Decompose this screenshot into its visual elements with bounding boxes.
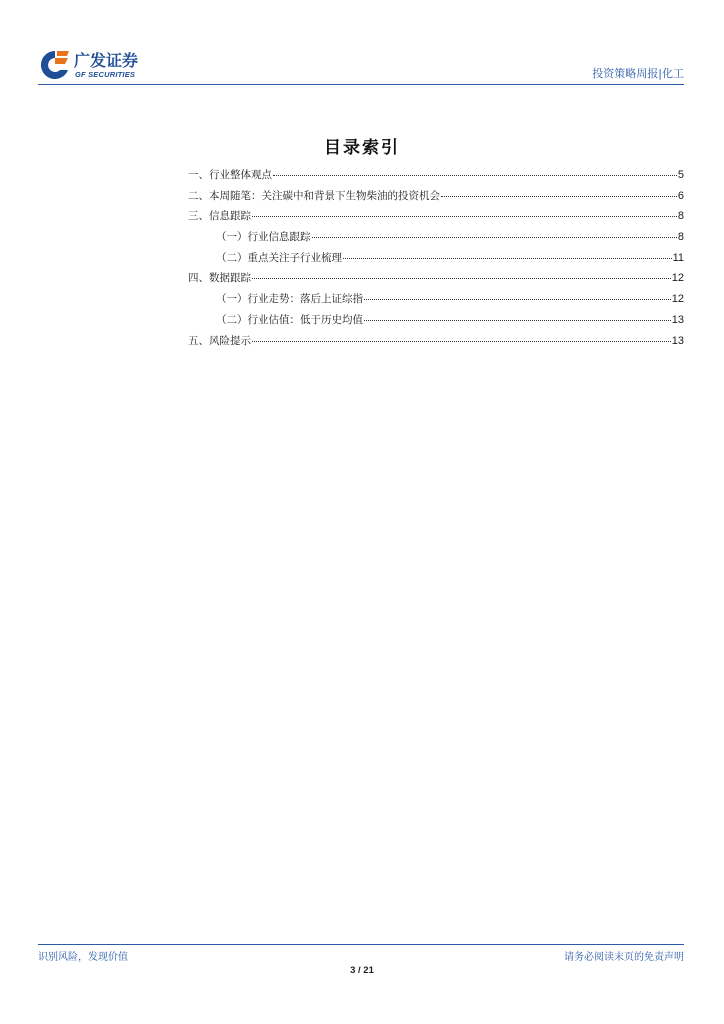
toc-entry-text: （二）行业估值：低于历史均值 (216, 313, 363, 326)
table-of-contents (188, 165, 684, 351)
gf-securities-logo (38, 46, 158, 82)
toc-entry-page: 12 (671, 293, 684, 306)
page-header (38, 46, 684, 86)
toc-entry-text: （一）行业信息跟踪 (216, 231, 311, 244)
logo-mark-icon (38, 48, 72, 82)
toc-entry-page: 8 (677, 231, 684, 244)
logo-chinese-name: 广发证券 (74, 51, 139, 70)
report-type-label: 投资策略周报|化工 (592, 67, 684, 80)
footer-slogan: 识别风险，发现价值 (38, 952, 128, 963)
toc-entry-page: 13 (671, 313, 684, 326)
toc-entry[interactable] (188, 186, 684, 207)
header-divider (38, 84, 684, 85)
toc-entry[interactable] (188, 165, 684, 186)
toc-title (0, 133, 724, 158)
toc-entry-text: 一、行业整体观点 (188, 169, 272, 181)
toc-leader-dots (441, 184, 677, 197)
toc-entry-text: 三、信息跟踪 (188, 210, 251, 223)
toc-entry-page: 13 (671, 334, 684, 347)
toc-leader-dots (364, 287, 671, 300)
footer-divider (38, 944, 684, 945)
toc-leader-dots (343, 246, 672, 259)
toc-leader-dots (273, 163, 677, 176)
toc-entry-page: 5 (677, 169, 684, 181)
toc-entry-text: 五、风险提示 (188, 334, 251, 347)
toc-leader-dots (252, 204, 677, 217)
page-number: 3 / 21 (350, 965, 374, 976)
toc-entry-text: 四、数据跟踪 (188, 272, 251, 285)
toc-entry-page: 11 (672, 251, 684, 264)
toc-subentry[interactable] (188, 227, 684, 248)
toc-title-text: 目录索引 (324, 138, 400, 158)
toc-entry-text: 二、本周随笔：关注碳中和背景下生物柴油的投资机会 (188, 189, 440, 202)
logo-english-name: GF SECURITIES (75, 70, 136, 79)
toc-entry-text: （二）重点关注子行业梳理 (216, 251, 342, 264)
toc-entry[interactable] (188, 206, 684, 227)
footer-disclaimer-note: 请务必阅读末页的免责声明 (564, 952, 684, 963)
toc-entry-page: 6 (677, 189, 684, 202)
toc-entry[interactable] (188, 268, 684, 289)
toc-entry-page: 8 (677, 210, 684, 223)
toc-subentry[interactable] (188, 248, 684, 269)
toc-leader-dots (252, 329, 671, 342)
toc-entry-text: （一）行业走势：落后上证综指 (216, 293, 363, 306)
toc-entry[interactable] (188, 331, 684, 352)
toc-leader-dots (252, 266, 671, 279)
toc-subentry[interactable] (188, 310, 684, 331)
toc-subentry[interactable] (188, 289, 684, 310)
toc-entry-page: 12 (671, 272, 684, 285)
toc-leader-dots (364, 308, 671, 321)
toc-leader-dots (312, 225, 677, 238)
